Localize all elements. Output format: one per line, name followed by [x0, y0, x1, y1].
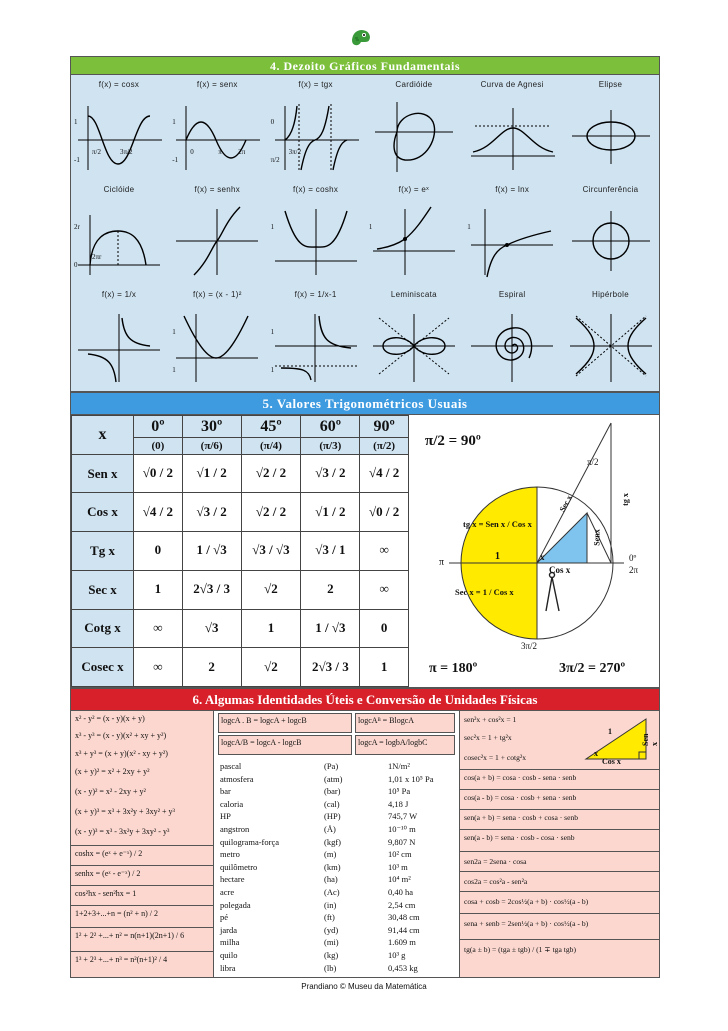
graph-label: Circunferência [582, 185, 639, 194]
trig-table [71, 415, 409, 687]
unit-row [220, 799, 456, 811]
angle-x: x [540, 552, 545, 562]
graph-plot [463, 96, 561, 178]
graph-plot [70, 201, 168, 283]
unit-name: atmosfera [220, 773, 254, 784]
graph-tick-label: 2πr [92, 253, 102, 261]
graph-label: Elipse [598, 80, 623, 89]
unit-abbr: (ha) [324, 874, 338, 885]
table-cell: 1 [360, 648, 409, 687]
divider [460, 851, 660, 852]
table-cell: √3 / 2 [301, 454, 360, 493]
graph-plot [70, 96, 168, 178]
unit-name: acre [220, 887, 235, 897]
graph-label: Espiral [498, 290, 526, 299]
unit-name: polegada [220, 899, 251, 910]
unit-row [220, 874, 456, 886]
three-pi-half-270: 3π/2 = 270º [559, 661, 626, 676]
table-cell: ∞ [360, 570, 409, 609]
graph-label: Ciclóide [103, 185, 135, 194]
row-header: Cotg x [72, 609, 134, 648]
graph-tick-label: 1 [368, 223, 373, 231]
pi-half-small: π/2 [587, 457, 599, 467]
divider [71, 951, 214, 952]
unit-value: 0,453 kg [388, 962, 418, 973]
graph-label: Hipérbole [592, 290, 629, 299]
graph-label: Leminiscata [390, 290, 437, 299]
algebraic-identity: cos²hx - sen²hx = 1 [75, 889, 137, 898]
two-pi-label: 2π [629, 565, 639, 575]
table-cell: √1 / 2 [182, 454, 241, 493]
radian-header: (π/3) [301, 438, 360, 454]
unit-name: milha [220, 937, 240, 948]
graph-plot [70, 306, 168, 388]
table-cell: √2 / 2 [241, 493, 301, 532]
unit-abbr: (cal) [324, 798, 340, 809]
table-cell: √3 / √3 [241, 532, 301, 571]
graph-tick-label: π [218, 148, 222, 156]
graph-plot [168, 201, 266, 283]
sen-graph [168, 76, 266, 182]
circle-graph [562, 181, 660, 287]
trig-section-title: 5. Valores Trigonométricos Usuais [71, 393, 659, 415]
graph-plot [267, 96, 365, 178]
algebraic-identities [71, 711, 214, 977]
unit-value: 1N/m² [388, 761, 410, 771]
table-cell: 2 [301, 570, 360, 609]
angle-header: 60º [301, 416, 360, 438]
unit-abbr: (Pa) [324, 761, 339, 771]
algebraic-identity: (x - y)² = x² - 2xy + y² [75, 787, 146, 796]
graph-plot [562, 201, 660, 283]
unit-abbr: (kg) [324, 950, 339, 960]
divider [460, 809, 660, 810]
divider [460, 789, 660, 790]
table-cell: 2√3 / 3 [182, 570, 241, 609]
trig-identity: sena + senb = 2sen½(a + b) · cos½(a - b) [464, 919, 589, 928]
divider [460, 939, 660, 940]
graph-plot [365, 96, 463, 178]
divider [71, 927, 214, 928]
table-cell: √0 / 2 [134, 454, 183, 493]
graph-tick-label: 1 [270, 328, 275, 336]
algebraic-identity: (x - y)³ = x³ - 3x²y + 3xy² - y³ [75, 827, 170, 836]
algebraic-identity: 1² + 2² +...+ n² = n(n+1)(2n+1) / 6 [75, 931, 185, 940]
trig-identity: cos(a - b) = cosa · cosb + sena · senb [464, 793, 577, 802]
unit-abbr: (lb) [324, 962, 337, 973]
identities-section-title: 6. Algumas Identidades Úteis e Conversão de Unidades Físicas [71, 689, 659, 711]
unit-row [220, 887, 456, 899]
zero-label: 0º [629, 553, 637, 563]
table-cell: √3 / 2 [182, 493, 241, 532]
algebraic-identity: 1³ + 2³ +...+ n³ = n²(n+1)² / 4 [75, 955, 168, 964]
graph-label: f(x) = cosx [98, 80, 140, 89]
graph-tick-label: -1 [172, 156, 179, 164]
unit-row [220, 925, 456, 937]
cos-graph [70, 76, 168, 182]
unit-abbr: (ft) [324, 912, 335, 923]
graph-plot [562, 96, 660, 178]
unit-name: jarda [220, 924, 237, 935]
three-pi-half-small: 3π/2 [521, 641, 538, 651]
tg-label: tg x [620, 493, 630, 506]
algebraic-identity: (x + y)² = x² + 2xy + y² [75, 767, 150, 776]
trig-identity: sen(a - b) = sena · cosb - cosa · senb [464, 833, 575, 842]
unit-name: pé [220, 912, 229, 923]
unit-value: 10² cm [388, 849, 412, 860]
graph-label: f(x) = eˣ [398, 185, 430, 194]
tg-graph [267, 76, 365, 182]
graph-label: f(x) = tgx [298, 80, 333, 89]
identities-section [70, 688, 660, 978]
unit-name: HP [220, 811, 231, 822]
table-cell: ∞ [134, 648, 183, 687]
unit-abbr: (km) [324, 861, 341, 872]
algebraic-identity: x³ - y³ = (x - y)(x² + xy + y²) [75, 731, 167, 740]
lemniscate-graph [365, 286, 463, 392]
pi-180: π = 180º [429, 661, 478, 676]
divider [71, 845, 214, 846]
pi-half-90: π/2 = 90º [425, 433, 481, 449]
graph-plot [562, 306, 660, 388]
table-header-x: x [72, 416, 134, 455]
divider [460, 769, 660, 770]
unit-value: 91,44 cm [388, 924, 420, 935]
unit-abbr: (yd) [324, 924, 339, 935]
graph-label: f(x) = senx [196, 80, 238, 89]
graph-label: f(x) = lnx [495, 185, 530, 194]
graph-tick-label: 1 [172, 328, 176, 336]
graph-plot [463, 306, 561, 388]
spiral-graph [463, 286, 561, 392]
unit-name: angstron [220, 824, 250, 834]
graph-plot [365, 201, 463, 283]
graph-tick-label: 3π/2 [288, 148, 302, 156]
graph-plot [365, 306, 463, 388]
tri-cos: Cos x [602, 757, 621, 766]
table-row [72, 532, 409, 571]
row-header: Tg x [72, 532, 134, 571]
table-row [72, 493, 409, 532]
chameleon-logo [349, 26, 373, 48]
graph-plot [463, 201, 561, 283]
table-cell: 1 / √3 [182, 532, 241, 571]
table-cell: 0 [360, 609, 409, 648]
graph-label: f(x) = 1/x-1 [294, 290, 337, 299]
sen-label: Senx [592, 529, 602, 546]
graph-label: f(x) = coshx [293, 185, 339, 194]
cardioid-graph [365, 76, 463, 182]
unit-name: pascal [220, 761, 242, 771]
unit-name: caloria [220, 798, 244, 809]
graph-tick-label: 1 [172, 366, 176, 374]
footer-credit: Prandiano © Museu da Matemática [301, 982, 427, 991]
unit-row [220, 963, 456, 975]
trig-identity: cos(a + b) = cosa · cosb - sena · senb [464, 773, 577, 782]
unit-row [220, 761, 456, 773]
unit-value: 745,7 W [388, 811, 418, 822]
table-cell: 2 [182, 648, 241, 687]
unit-value: 1.609 m [388, 937, 416, 948]
trig-identity: cos2a = cos²a - sen²a [464, 877, 528, 886]
unit-abbr: (m) [324, 849, 337, 860]
sec-definition: Sec x = 1 / Cos x [455, 587, 514, 597]
angle-header: 0º [134, 416, 183, 438]
algebraic-identity: (x + y)³ = x³ + 3x²y + 3xy² + y³ [75, 807, 175, 816]
table-cell: 1 [134, 570, 183, 609]
trig-circle-diagram [409, 415, 659, 687]
graph-tick-label: π/2 [270, 156, 280, 164]
angle-header: 30º [182, 416, 241, 438]
radian-header: (π/6) [182, 438, 241, 454]
trig-identity: cosa + cosb = 2cos½(a + b) · cos½(a - b) [464, 897, 589, 906]
graph-tick-label: 0 [74, 261, 78, 269]
unit-value: 1,01 x 10⁵ Pa [388, 773, 434, 784]
graph-label: f(x) = (x - 1)² [192, 290, 242, 299]
table-row [72, 609, 409, 648]
unit-name: metro [220, 849, 240, 860]
table-cell: 2√3 / 3 [301, 648, 360, 687]
unit-row [220, 900, 456, 912]
graph-plot [267, 201, 365, 283]
trig-values-section [70, 392, 660, 688]
unit-row [220, 937, 456, 949]
shifted-inverse-graph [267, 286, 365, 392]
graph-label: f(x) = 1/x [101, 290, 137, 299]
trig-identities [459, 711, 659, 977]
table-cell: √2 [241, 570, 301, 609]
unit-value: 30,48 cm [388, 912, 420, 923]
table-cell: √3 / 1 [301, 532, 360, 571]
graph-plot [168, 96, 266, 178]
unit-row [220, 786, 456, 798]
graph-tick-label: 1 [467, 223, 471, 231]
hyperbola-graph [562, 286, 660, 392]
table-row [72, 648, 409, 687]
unit-value: 2,54 cm [388, 899, 416, 910]
unit-name: quilo [220, 950, 238, 960]
trig-identity: sen²x + cos²x = 1 [464, 715, 517, 724]
unit-row [220, 950, 456, 962]
unit-abbr: (atm) [324, 773, 343, 784]
trig-identity: sen(a + b) = sena · cosb + cosa · senb [464, 813, 579, 822]
unit-name: hectare [220, 874, 245, 885]
hyp-one: 1 [608, 727, 612, 736]
algebraic-identity: 1+2+3+...+n = (n² + n) / 2 [75, 909, 159, 918]
radian-header: (0) [134, 438, 183, 454]
unit-row [220, 774, 456, 786]
table-cell: √3 [182, 609, 241, 648]
log-quotient: logcA/B = logcA - logcB [218, 735, 352, 755]
table-cell: √0 / 2 [360, 493, 409, 532]
row-header: Sec x [72, 570, 134, 609]
table-cell: √2 / 2 [241, 454, 301, 493]
algebraic-identity: senhx = (eˣ - e⁻ˣ) / 2 [75, 869, 141, 878]
divider [71, 905, 214, 906]
unit-value: 10³ m [388, 861, 408, 872]
unit-name: libra [220, 962, 236, 973]
unit-value: 10⁴ m² [388, 874, 411, 885]
radian-header: (π/4) [241, 438, 301, 454]
inverse-graph [70, 286, 168, 392]
unit-value: 0,40 ha [388, 887, 414, 897]
unit-abbr: (mi) [324, 937, 339, 948]
graphs-section-title: 4. Dezoito Gráficos Fundamentais [71, 57, 659, 75]
table-cell: √4 / 2 [360, 454, 409, 493]
unit-row [220, 849, 456, 861]
graph-tick-label: 1 [172, 118, 176, 126]
senh-graph [168, 181, 266, 287]
table-cell: 0 [134, 532, 183, 571]
ellipse-graph [562, 76, 660, 182]
graph-plot [168, 306, 266, 388]
table-cell: √4 / 2 [134, 493, 183, 532]
graph-tick-label: 0 [270, 118, 275, 126]
graph-tick-label: 1 [270, 366, 275, 374]
divider [71, 885, 214, 886]
angle-x-small: x [594, 749, 598, 758]
divider [460, 891, 660, 892]
pi-label: π [439, 557, 445, 568]
unit-name: quilograma-força [220, 836, 279, 847]
cosh-graph [267, 181, 365, 287]
exp-graph [365, 181, 463, 287]
unit-abbr: (kgf) [324, 836, 341, 847]
unit-value: 10⁻¹⁰ m [388, 824, 416, 834]
divider [460, 913, 660, 914]
angle-header: 45º [241, 416, 301, 438]
tri-sen: Sen x [641, 733, 659, 746]
unit-abbr: (bar) [324, 786, 341, 797]
unit-value: 10³ g [388, 950, 406, 960]
right-triangle-diagram [582, 715, 658, 765]
trig-identity: tg(a ± b) = (tga ± tgb) / (1 ∓ tga tgb) [464, 945, 576, 954]
unit-row [220, 837, 456, 849]
table-row [72, 454, 409, 493]
graph-label: Cardióide [395, 80, 433, 89]
tg-definition: tg x = Sen x / Cos x [463, 519, 532, 529]
row-header: Sen x [72, 454, 134, 493]
graph-tick-label: 2π [238, 148, 246, 156]
unit-value: 4,18 J [388, 798, 409, 809]
cycloid-graph [70, 181, 168, 287]
table-cell: √1 / 2 [301, 493, 360, 532]
table-cell: 1 / √3 [301, 609, 360, 648]
algebraic-identity: x³ + y³ = (x + y)(x² - xy + y²) [75, 749, 168, 758]
graph-label: Curva de Agnesi [480, 80, 544, 89]
unit-row [220, 824, 456, 836]
unit-abbr: (in) [324, 899, 337, 910]
table-cell: ∞ [360, 532, 409, 571]
trig-identity: sen2a = 2sena · cosa [464, 857, 527, 866]
row-header: Cosec x [72, 648, 134, 687]
table-row [72, 570, 409, 609]
divider [71, 865, 214, 866]
divider [460, 871, 660, 872]
graph-tick-label: 3π/2 [120, 148, 133, 156]
unit-abbr: (Ac) [324, 887, 340, 897]
unit-name: quilômetro [220, 861, 258, 872]
sec-label: Sec x [557, 493, 574, 514]
angle-header: 90º [360, 416, 409, 438]
trig-identity: sec²x = 1 + tg²x [464, 733, 512, 742]
algebraic-identity: x² - y² = (x - y)(x + y) [75, 714, 145, 723]
graph-tick-label: 0 [190, 148, 194, 156]
ln-graph [463, 181, 561, 287]
unit-row [220, 912, 456, 924]
unit-value: 10⁵ Pa [388, 786, 411, 797]
graph-tick-label: 1 [270, 223, 275, 231]
radian-header: (π/2) [360, 438, 409, 454]
graph-plot [267, 306, 365, 388]
unit-value: 9,807 N [388, 836, 416, 847]
graph-tick-label: -1 [74, 156, 80, 164]
divider [460, 829, 660, 830]
parabola-graph [168, 286, 266, 392]
unit-abbr: (HP) [324, 811, 341, 822]
unit-name: bar [220, 786, 231, 797]
unit-abbr: (Å) [324, 824, 336, 834]
table-cell: 1 [241, 609, 301, 648]
agnesi-graph [463, 76, 561, 182]
graph-label: f(x) = senhx [194, 185, 241, 194]
log-product: logcA . B = logcA + logcB [218, 713, 352, 733]
radius-one: 1 [495, 551, 500, 562]
table-cell: √2 [241, 648, 301, 687]
unit-row [220, 862, 456, 874]
graph-tick-label: 1 [74, 118, 78, 126]
graph-tick-label: 2r [74, 223, 80, 231]
log-power: logcAᴮ = BlogcA [355, 713, 455, 733]
unit-row [220, 811, 456, 823]
graph-tick-label: π/2 [92, 148, 101, 156]
table-cell: ∞ [134, 609, 183, 648]
logs-and-units [214, 711, 459, 977]
row-header: Cos x [72, 493, 134, 532]
algebraic-identity: coshx = (eˣ + e⁻ˣ) / 2 [75, 849, 143, 858]
cos-label: Cos x [549, 565, 571, 575]
trig-identity: cosec²x = 1 + cotg²x [464, 753, 527, 762]
log-base-change: logcA = logbA/logbC [355, 735, 455, 755]
